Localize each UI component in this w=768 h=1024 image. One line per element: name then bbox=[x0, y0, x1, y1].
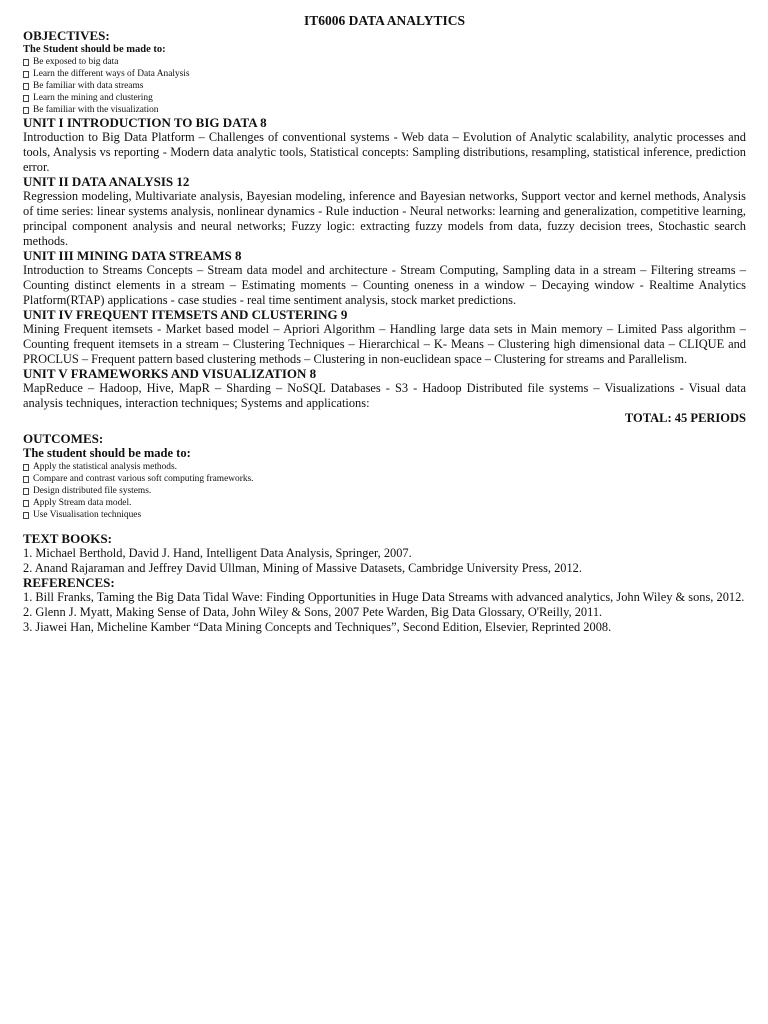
references-list bbox=[23, 590, 746, 635]
outcome-item: Apply Stream data model. bbox=[23, 497, 746, 509]
outcomes-heading: OUTCOMES: bbox=[23, 431, 104, 446]
bullet-box-icon bbox=[23, 107, 29, 114]
unit-body: Regression modeling, Multivariate analysis, Bayesian modeling, inference and Bayesian networks, Support vector and kernel methods, Analysis of time series: linear systems analysis, nonlinear dynamics - Rule induction - Neural networks: learning and generalization, competitive learning, principal component analysis and neural networks; Fuzzy logic: extracting fuzzy models from data, fuzzy decision trees, Stochastic search methods. bbox=[23, 189, 746, 248]
outcome-item: Use Visualisation techniques bbox=[23, 509, 746, 521]
outcomes-list bbox=[23, 461, 746, 521]
document-title: IT6006 DATA ANALYTICS bbox=[303, 13, 466, 28]
reference-item: 1. Bill Franks, Taming the Big Data Tidal Wave: Finding Opportunities in Huge Data Streams with advanced analytics, John Wiley & sons, 2012. bbox=[23, 590, 745, 604]
unit-body: Introduction to Streams Concepts – Stream data model and architecture - Stream Computing, Sampling data in a stream – Filtering streams – Counting distinct elements in a stream – Estimating moments – Counting oneness in a window – Decaying window - Realtime Analytics Platform(RTAP) applications - case studies - real time sentiment analysis, stock market predictions. bbox=[23, 263, 746, 307]
outcome-item: Design distributed file systems. bbox=[23, 485, 746, 497]
text-books-list bbox=[23, 546, 746, 576]
total-periods: TOTAL: 45 PERIODS bbox=[624, 411, 746, 425]
reference-item: 3. Jiawei Han, Micheline Kamber “Data Mining Concepts and Techniques”, Second Edition, Elsevier, Reprinted 2008. bbox=[23, 620, 612, 634]
objective-item: Be familiar with data streams bbox=[23, 80, 746, 92]
text-book-item: 2. Anand Rajaraman and Jeffrey David Ullman, Mining of Massive Datasets, Cambridge University Press, 2012. bbox=[23, 561, 582, 575]
bullet-box-icon bbox=[23, 71, 29, 78]
references-heading: REFERENCES: bbox=[23, 575, 115, 590]
bullet-box-icon bbox=[23, 512, 29, 519]
unit-heading: UNIT I INTRODUCTION TO BIG DATA 8 bbox=[23, 115, 267, 130]
objectives-heading: OBJECTIVES: bbox=[23, 28, 110, 43]
outcome-item: Apply the statistical analysis methods. bbox=[23, 461, 746, 473]
outcome-item: Compare and contrast various soft computing frameworks. bbox=[23, 473, 746, 485]
objectives-intro: The Student should be made to: bbox=[23, 44, 166, 55]
syllabus-page bbox=[23, 12, 746, 635]
reference-item: 2. Glenn J. Myatt, Making Sense of Data, John Wiley & Sons, 2007 Pete Warden, Big Data Glossary, O'Reilly, 2011. bbox=[23, 605, 603, 619]
unit-body: MapReduce – Hadoop, Hive, MapR – Sharding – NoSQL Databases - S3 - Hadoop Distributed file systems – Visualizations - Visual data analysis techniques, interaction techniques; Systems and applications: bbox=[23, 381, 746, 410]
unit-body: Mining Frequent itemsets - Market based model – Apriori Algorithm – Handling large data sets in Main memory – Limited Pass algorithm – Counting frequent itemsets in a stream – Clustering Techniques – Hierarchical – K- Means – Clustering high dimensional data – CLIQUE and PROCLUS – Frequent pattern based clustering methods – Clustering in non-euclidean space – Clustering for streams and Parallelism. bbox=[23, 322, 746, 366]
objective-item: Learn the different ways of Data Analysis bbox=[23, 68, 746, 80]
bullet-box-icon bbox=[23, 464, 29, 471]
unit-body: Introduction to Big Data Platform – Challenges of conventional systems - Web data – Evolution of Analytic scalability, analytic processes and tools, Analysis vs reporting - Modern data analytic tools, Statistical concepts: Sampling distributions, resampling, statistical inference, prediction error. bbox=[23, 130, 746, 174]
objectives-list bbox=[23, 56, 746, 116]
unit-heading: UNIT IV FREQUENT ITEMSETS AND CLUSTERING 9 bbox=[23, 307, 348, 322]
unit-heading: UNIT V FRAMEWORKS AND VISUALIZATION 8 bbox=[23, 366, 317, 381]
objective-item: Learn the mining and clustering bbox=[23, 92, 746, 104]
unit-heading: UNIT III MINING DATA STREAMS 8 bbox=[23, 248, 242, 263]
bullet-box-icon bbox=[23, 488, 29, 495]
bullet-box-icon bbox=[23, 500, 29, 507]
objective-item: Be exposed to big data bbox=[23, 56, 746, 68]
bullet-box-icon bbox=[23, 59, 29, 66]
text-book-item: 1. Michael Berthold, David J. Hand, Intelligent Data Analysis, Springer, 2007. bbox=[23, 546, 412, 560]
bullet-box-icon bbox=[23, 83, 29, 90]
text-books-heading: TEXT BOOKS: bbox=[23, 531, 112, 546]
objective-item: Be familiar with the visualization bbox=[23, 104, 746, 116]
bullet-box-icon bbox=[23, 476, 29, 483]
outcomes-intro: The student should be made to: bbox=[23, 446, 191, 460]
unit-heading: UNIT II DATA ANALYSIS 12 bbox=[23, 174, 190, 189]
bullet-box-icon bbox=[23, 95, 29, 102]
